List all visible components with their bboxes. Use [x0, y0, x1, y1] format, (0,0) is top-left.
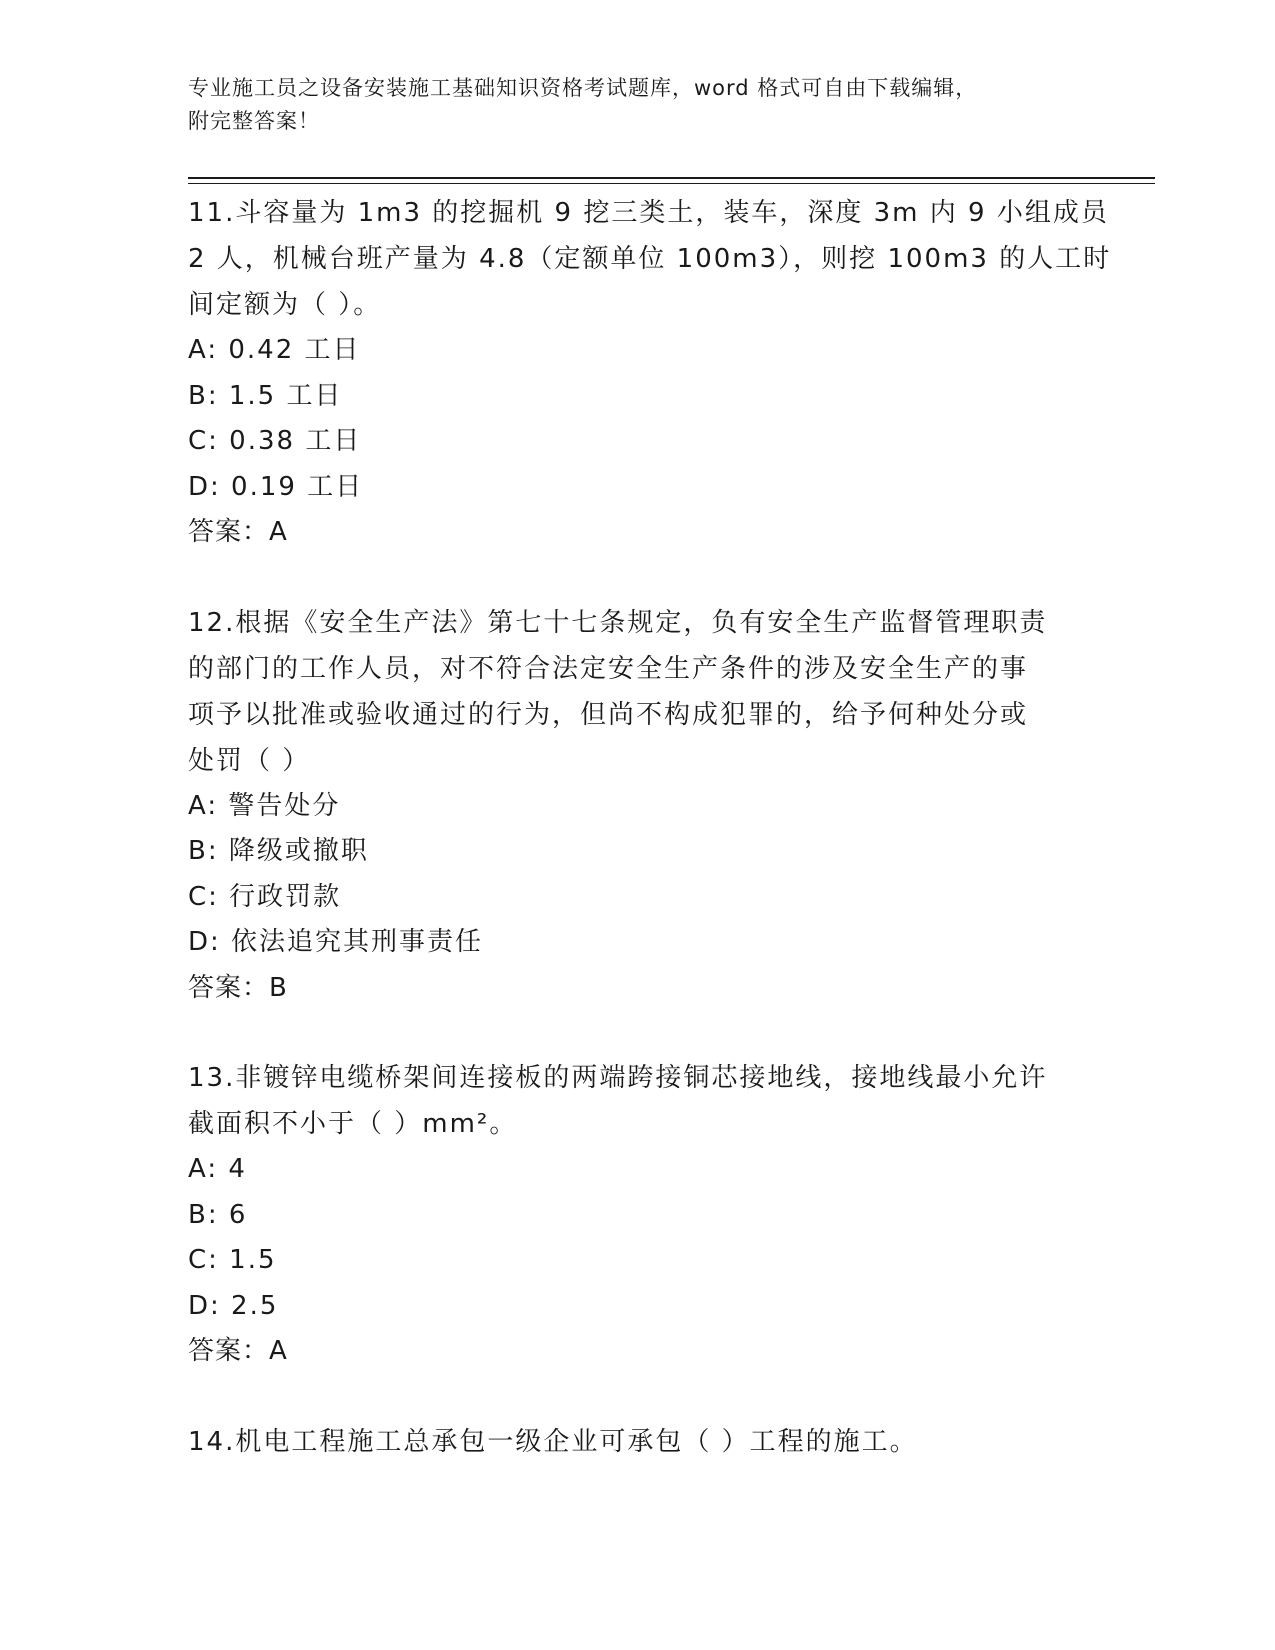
option-d: D: 依法追究其刑事责任 — [188, 927, 484, 957]
option-c: C: 0.38 工日 — [188, 426, 362, 456]
answer-line: 答案：A — [188, 517, 288, 547]
question-11 — [188, 190, 1148, 556]
question-stem-line: 的部门的工作人员，对不符合法定安全生产条件的涉及安全生产的事 — [188, 653, 1029, 684]
option-d: D: 0.19 工日 — [188, 471, 364, 502]
question-stem-line: 11.斗容量为 1m3 的挖掘机 9 挖三类土，装车，深度 3m 内 9 小组成员 — [188, 198, 1109, 228]
option-a: A: 警告处分 — [188, 790, 341, 821]
option-a: A: 4 — [188, 1154, 247, 1184]
option-c: C: 1.5 — [188, 1245, 277, 1275]
question-13 — [188, 1055, 1148, 1375]
question-stem-line: 2 人，机械台班产量为 4.8（定额单位 100m3），则挖 100m3 的人工时 — [188, 244, 1112, 274]
header-divider-thick — [188, 177, 1155, 179]
question-stem-line: 项予以批准或验收通过的行为，但尚不构成犯罪的，给予何种处分或 — [188, 699, 1029, 730]
option-a: A: 0.42 工日 — [188, 335, 361, 365]
question-spacer — [188, 1011, 1148, 1055]
option-b: B: 1.5 工日 — [188, 380, 343, 411]
question-stem-line: 12.根据《安全生产法》第七十七条规定，负有安全生产监督管理职责 — [188, 607, 1048, 638]
header-title-line-1: 专业施工员之设备安装施工基础知识资格考试题库，word 格式可自由下载编辑， — [188, 76, 978, 100]
option-d: D: 2.5 — [188, 1290, 279, 1321]
answer-line: 答案：B — [188, 972, 288, 1003]
question-stem-line: 13.非镀锌电缆桥架间连接板的两端跨接铜芯接地线，接地线最小允许 — [188, 1063, 1048, 1093]
question-12 — [188, 600, 1148, 1012]
question-spacer — [188, 556, 1148, 600]
question-stem-line: 间定额为（ ）。 — [188, 290, 382, 320]
question-stem-line: 14.机电工程施工总承包一级企业可承包（ ）工程的施工。 — [188, 1426, 918, 1457]
option-b: B: 6 — [188, 1199, 248, 1230]
option-b: B: 降级或撤职 — [188, 836, 369, 866]
header-divider-thin — [188, 183, 1155, 184]
question-14 — [188, 1419, 1148, 1465]
option-c: C: 行政罚款 — [188, 881, 342, 912]
question-list — [188, 190, 1148, 1465]
question-stem-line: 截面积不小于（ ）mm²。 — [188, 1109, 518, 1139]
document-header — [188, 72, 1088, 138]
header-title-line-2: 附完整答案！ — [188, 109, 320, 133]
question-stem-line: 处罚（ ） — [188, 745, 311, 776]
answer-line: 答案：A — [188, 1336, 288, 1366]
question-spacer — [188, 1375, 1148, 1419]
